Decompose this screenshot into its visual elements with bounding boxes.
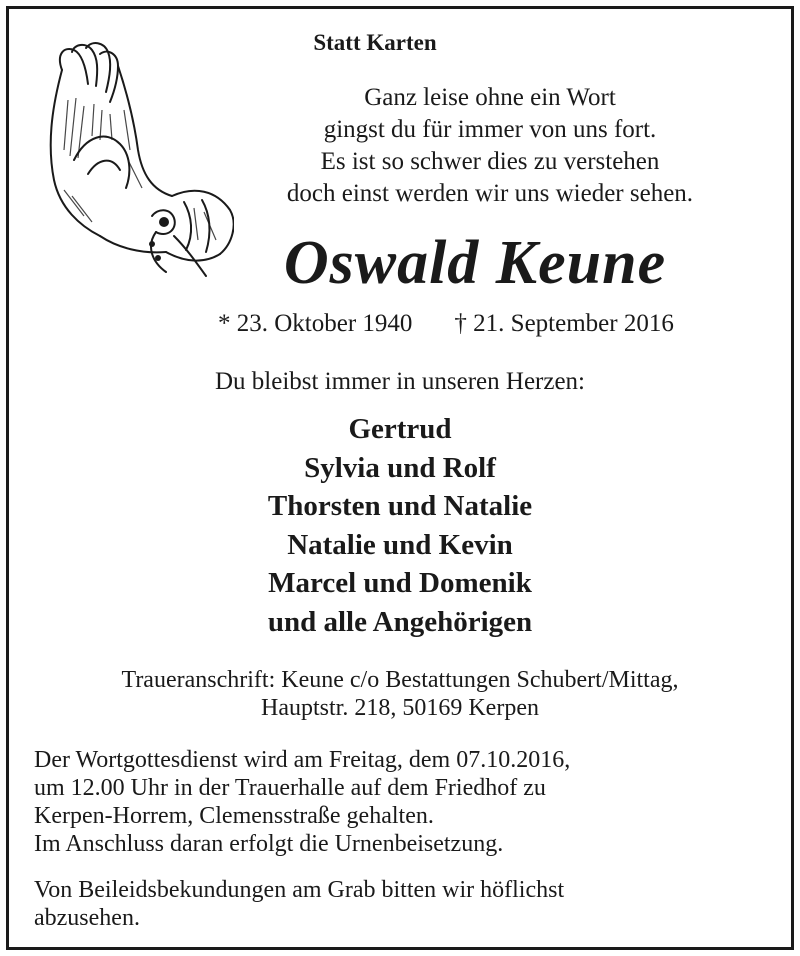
condolence-line: abzusehen. bbox=[34, 905, 140, 931]
death-date: † 21. September 2016 bbox=[454, 310, 674, 337]
heading-statt-karten: Statt Karten bbox=[313, 30, 437, 55]
poem bbox=[240, 82, 740, 210]
family-member: und alle Angehörigen bbox=[267, 605, 533, 638]
praying-hands-icon bbox=[34, 40, 234, 280]
poem-line: gingst du für immer von uns fort. bbox=[323, 116, 657, 143]
birth-date: * 23. Oktober 1940 bbox=[218, 310, 413, 337]
family-list bbox=[100, 410, 700, 641]
address-line: Traueranschrift: Keune c/o Bestattungen Schubert/Mittag, bbox=[121, 667, 679, 693]
family-member: Natalie und Kevin bbox=[287, 528, 513, 561]
deceased-name: Oswald Keune bbox=[283, 229, 667, 297]
service-line: Kerpen-Horrem, Clemensstraße gehalten. bbox=[34, 803, 434, 829]
service-line: Der Wortgottesdienst wird am Freitag, dem 07.10.2016, bbox=[34, 747, 571, 773]
service-line: um 12.00 Uhr in der Trauerhalle auf dem Friedhof zu bbox=[34, 775, 546, 801]
condolence-note bbox=[34, 876, 774, 932]
poem-line: Ganz leise ohne ein Wort bbox=[364, 84, 616, 111]
poem-line: doch einst werden wir uns wieder sehen. bbox=[286, 180, 694, 207]
address-line: Hauptstr. 218, 50169 Kerpen bbox=[261, 695, 539, 721]
family-member: Marcel und Domenik bbox=[268, 567, 532, 599]
family-member: Sylvia und Rolf bbox=[304, 451, 496, 484]
service-line: Im Anschluss daran erfolgt die Urnenbeisetzung. bbox=[34, 831, 504, 857]
poem-line: Es ist so schwer dies zu verstehen bbox=[320, 148, 660, 175]
heart-line: Du bleibst immer in unseren Herzen: bbox=[214, 368, 586, 395]
condolence-line: Von Beileidsbekundungen am Grab bitten wir höflichst bbox=[34, 877, 565, 903]
life-dates bbox=[218, 310, 674, 338]
service-info bbox=[34, 746, 774, 858]
family-member: Gertrud bbox=[348, 413, 452, 445]
family-member: Thorsten und Natalie bbox=[267, 490, 533, 522]
mourning-address bbox=[20, 666, 780, 722]
